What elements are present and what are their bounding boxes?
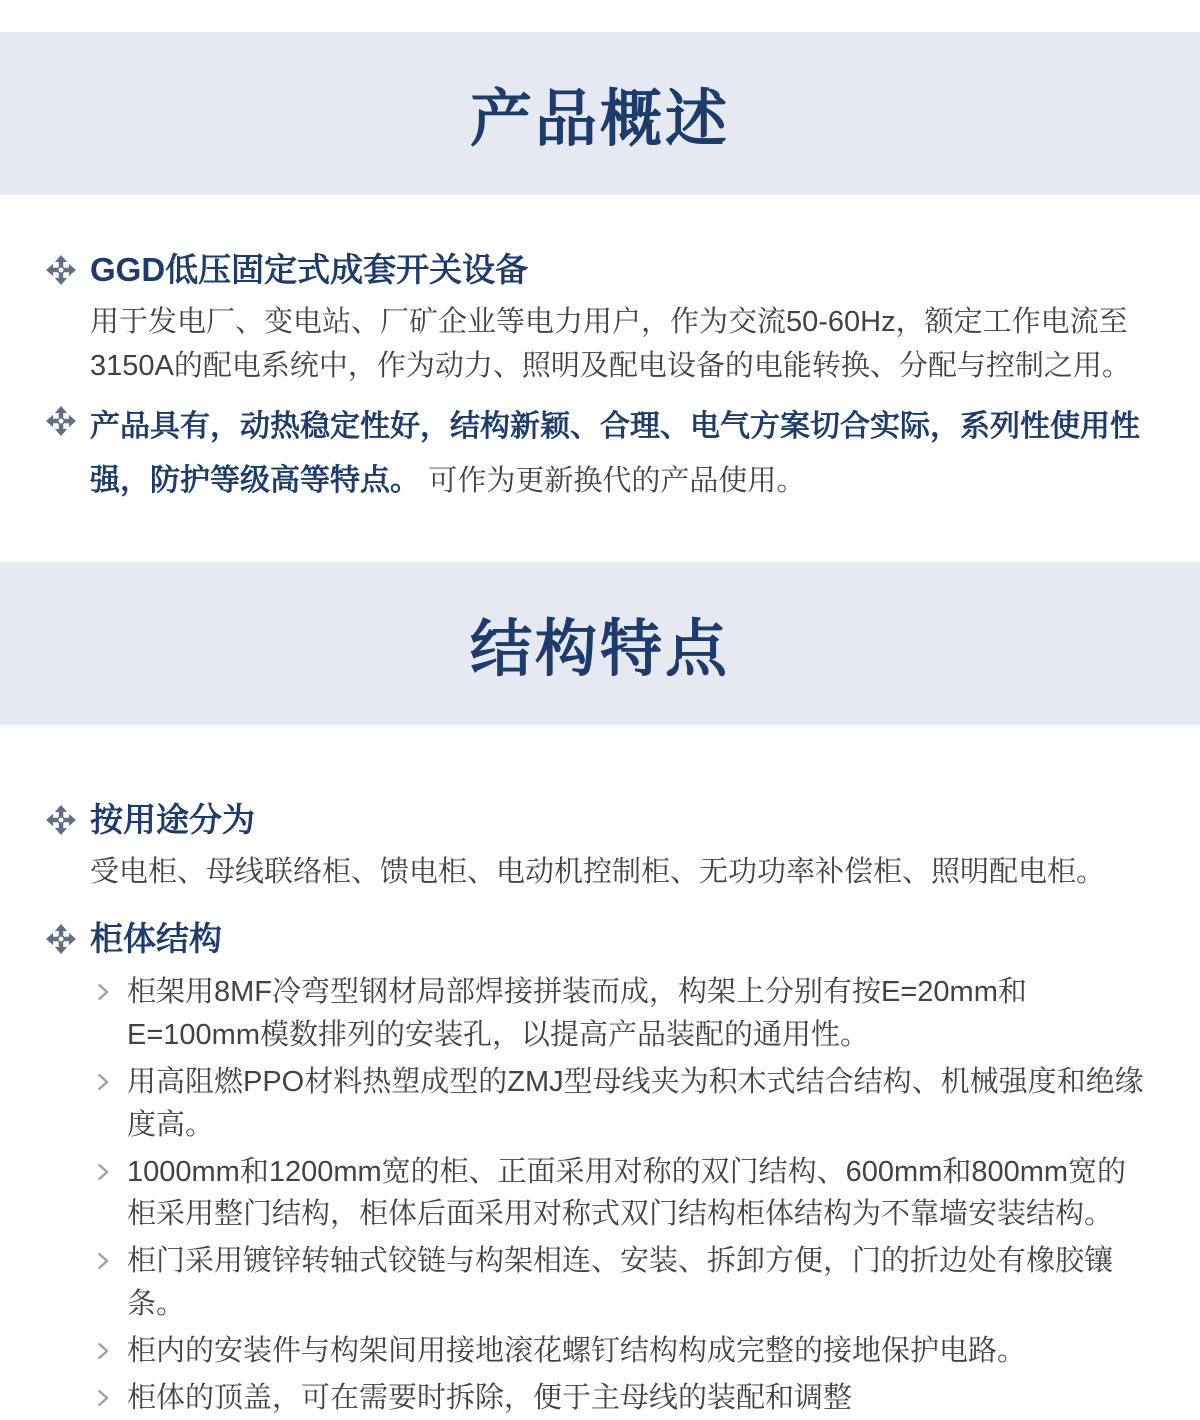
overview-item-body: 用于发电厂、变电站、厂矿企业等电力用户，作为交流50-60Hz，额定工作电流至3150A的配电系统中，作为动力、照明及配电设备的电能转换、分配与控制之用。 [90, 305, 1131, 382]
list-item [92, 971, 1152, 1057]
usage-heading: 按用途分为 [90, 801, 255, 839]
overview-item-ggd [46, 249, 1152, 292]
bullet-text: 柜架用8MF冷弯型钢材局部焊接拼装而成，构架上分别有按E=20mm和E=100mm模数排列的安装孔，以提高产品装配的通用性。 [127, 975, 1027, 1051]
overview-item-heading: GGD低压固定式成套开关设备 [90, 251, 529, 288]
chevron-right-icon [92, 1071, 114, 1093]
cabinet-heading: 柜体结构 [90, 920, 222, 958]
features-bold-text: 产品具有，动热稳定性好，结构新颖、合理、电气方案切合实际，系列性使用性强，防护等级高等特点。 [90, 410, 1140, 498]
chevron-right-icon [92, 981, 114, 1003]
list-item [92, 1061, 1152, 1147]
bullet-text: 用高阻燃PPO材料热塑成型的ZMJ型母线夹为积木式结合结构、机械强度和绝缘度高。 [127, 1065, 1144, 1141]
move-arrows-icon [46, 406, 76, 436]
move-arrows-icon [46, 255, 76, 285]
usage-body: 受电柜、母线联络柜、馈电柜、电动机控制柜、无功功率补偿柜、照明配电柜。 [90, 855, 1106, 888]
move-arrows-icon [46, 924, 76, 954]
cabinet-heading-row [46, 918, 1152, 961]
chevron-right-icon [92, 1161, 114, 1183]
overview-section [0, 249, 1200, 508]
cabinet-bullet-list [92, 971, 1152, 1420]
features-normal-text: 可作为更新换代的产品使用。 [428, 465, 806, 498]
list-item [92, 1151, 1152, 1237]
list-item [92, 1330, 1152, 1373]
bullet-text: 柜体的顶盖，可在需要时拆除，便于主母线的装配和调整 [127, 1382, 853, 1415]
bullet-text: 柜内的安装件与构架间用接地滚花螺钉结构构成完整的接地保护电路。 [127, 1335, 1027, 1368]
chevron-right-icon [92, 1387, 114, 1409]
features-text [90, 400, 1152, 508]
chevron-right-icon [92, 1250, 114, 1272]
structure-section [0, 799, 1200, 1420]
bullet-text: 柜门采用镀锌转轴式铰链与构架相连、安装、拆卸方便，门的折边处有橡胶镶条。 [127, 1245, 1114, 1321]
chevron-right-icon [92, 1340, 114, 1362]
overview-banner-title: 产品概述 [469, 85, 730, 154]
structure-banner-title: 结构特点 [469, 615, 730, 685]
structure-banner [0, 562, 1200, 725]
list-item [92, 1377, 1152, 1420]
overview-item-features [46, 400, 1152, 508]
move-arrows-icon [46, 805, 76, 835]
bullet-text: 1000mm和1200mm宽的柜、正面采用对称的双门结构、600mm和800mm宽的柜采用整门结构，柜体后面采用对称式双门结构柜体结构为不靠墙安装结构。 [127, 1155, 1127, 1231]
usage-heading-row [46, 799, 1152, 842]
list-item [92, 1240, 1152, 1326]
overview-banner [0, 32, 1200, 195]
